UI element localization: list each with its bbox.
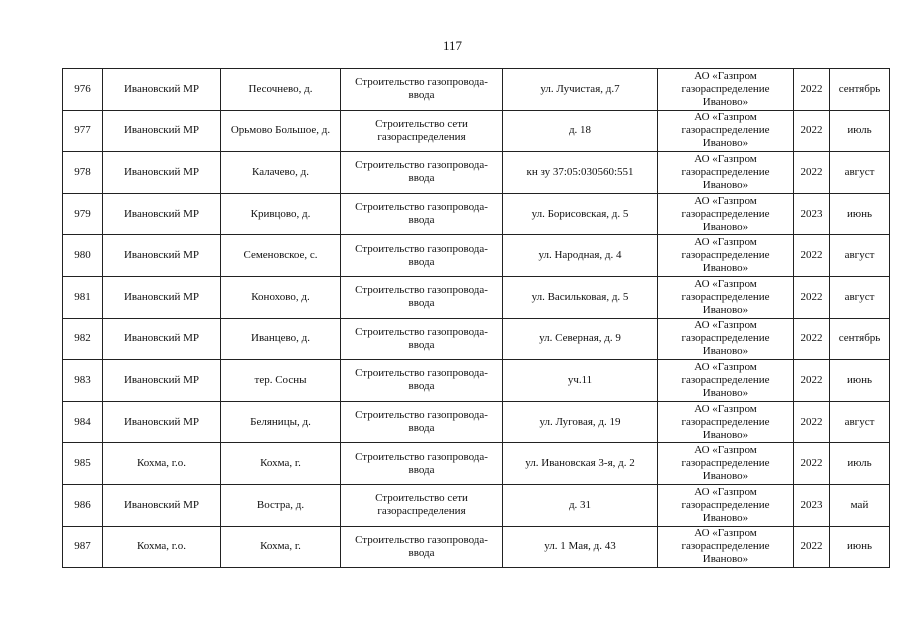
work-type-cell: Строительство газопровода-ввода bbox=[341, 193, 503, 235]
address-cell: ул. Северная, д. 9 bbox=[503, 318, 658, 360]
month-cell: август bbox=[830, 235, 890, 277]
work-type-cell: Строительство сети газораспределения bbox=[341, 484, 503, 526]
year-cell: 2022 bbox=[794, 443, 830, 485]
month-cell: август bbox=[830, 401, 890, 443]
organization-cell: АО «Газпром газораспределение Иваново» bbox=[658, 484, 794, 526]
work-type-cell: Строительство газопровода-ввода bbox=[341, 526, 503, 568]
table-row bbox=[63, 235, 890, 277]
month-cell: август bbox=[830, 276, 890, 318]
district-cell: Кохма, г.о. bbox=[103, 526, 221, 568]
locality-cell: Орьмово Большое, д. bbox=[221, 110, 341, 152]
row-number: 982 bbox=[63, 318, 103, 360]
month-cell: сентябрь bbox=[830, 69, 890, 111]
district-cell: Ивановский МР bbox=[103, 69, 221, 111]
table-row bbox=[63, 360, 890, 402]
district-cell: Кохма, г.о. bbox=[103, 443, 221, 485]
address-cell: ул. Народная, д. 4 bbox=[503, 235, 658, 277]
table-row bbox=[63, 526, 890, 568]
organization-cell: АО «Газпром газораспределение Иваново» bbox=[658, 152, 794, 194]
table-row bbox=[63, 193, 890, 235]
table-row bbox=[63, 484, 890, 526]
row-number: 985 bbox=[63, 443, 103, 485]
district-cell: Ивановский МР bbox=[103, 484, 221, 526]
organization-cell: АО «Газпром газораспределение Иваново» bbox=[658, 235, 794, 277]
address-cell: ул. Луговая, д. 19 bbox=[503, 401, 658, 443]
month-cell: август bbox=[830, 152, 890, 194]
organization-cell: АО «Газпром газораспределение Иваново» bbox=[658, 193, 794, 235]
month-cell: июнь bbox=[830, 360, 890, 402]
month-cell: июнь bbox=[830, 193, 890, 235]
row-number: 986 bbox=[63, 484, 103, 526]
table-row bbox=[63, 276, 890, 318]
year-cell: 2022 bbox=[794, 110, 830, 152]
table-row bbox=[63, 69, 890, 111]
organization-cell: АО «Газпром газораспределение Иваново» bbox=[658, 69, 794, 111]
row-number: 977 bbox=[63, 110, 103, 152]
organization-cell: АО «Газпром газораспределение Иваново» bbox=[658, 318, 794, 360]
page-number: 117 bbox=[442, 38, 463, 53]
row-number: 983 bbox=[63, 360, 103, 402]
work-type-cell: Строительство газопровода-ввода bbox=[341, 318, 503, 360]
work-type-cell: Строительство газопровода-ввода bbox=[341, 152, 503, 194]
district-cell: Ивановский МР bbox=[103, 276, 221, 318]
address-cell: ул. Ивановская 3-я, д. 2 bbox=[503, 443, 658, 485]
address-cell: уч.11 bbox=[503, 360, 658, 402]
month-cell: июль bbox=[830, 443, 890, 485]
address-cell: ул. Борисовская, д. 5 bbox=[503, 193, 658, 235]
row-number: 980 bbox=[63, 235, 103, 277]
month-cell: июль bbox=[830, 110, 890, 152]
address-cell: ул. Васильковая, д. 5 bbox=[503, 276, 658, 318]
locality-cell: Калачево, д. bbox=[221, 152, 341, 194]
row-number: 984 bbox=[63, 401, 103, 443]
work-type-cell: Строительство газопровода-ввода bbox=[341, 235, 503, 277]
month-cell: июнь bbox=[830, 526, 890, 568]
work-type-cell: Строительство газопровода-ввода bbox=[341, 360, 503, 402]
district-cell: Ивановский МР bbox=[103, 360, 221, 402]
organization-cell: АО «Газпром газораспределение Иваново» bbox=[658, 526, 794, 568]
table-row bbox=[63, 110, 890, 152]
organization-cell: АО «Газпром газораспределение Иваново» bbox=[658, 443, 794, 485]
district-cell: Ивановский МР bbox=[103, 235, 221, 277]
year-cell: 2022 bbox=[794, 276, 830, 318]
work-type-cell: Строительство газопровода-ввода bbox=[341, 443, 503, 485]
locality-cell: Песочнево, д. bbox=[221, 69, 341, 111]
table-row bbox=[63, 318, 890, 360]
row-number: 987 bbox=[63, 526, 103, 568]
locality-cell: Востра, д. bbox=[221, 484, 341, 526]
address-cell: ул. 1 Мая, д. 43 bbox=[503, 526, 658, 568]
locality-cell: Конохово, д. bbox=[221, 276, 341, 318]
organization-cell: АО «Газпром газораспределение Иваново» bbox=[658, 276, 794, 318]
district-cell: Ивановский МР bbox=[103, 318, 221, 360]
year-cell: 2022 bbox=[794, 69, 830, 111]
locality-cell: тер. Сосны bbox=[221, 360, 341, 402]
organization-cell: АО «Газпром газораспределение Иваново» bbox=[658, 360, 794, 402]
address-cell: д. 31 bbox=[503, 484, 658, 526]
row-number: 981 bbox=[63, 276, 103, 318]
year-cell: 2023 bbox=[794, 484, 830, 526]
year-cell: 2022 bbox=[794, 401, 830, 443]
locality-cell: Иванцево, д. bbox=[221, 318, 341, 360]
work-type-cell: Строительство сети газораспределения bbox=[341, 110, 503, 152]
year-cell: 2022 bbox=[794, 318, 830, 360]
organization-cell: АО «Газпром газораспределение Иваново» bbox=[658, 110, 794, 152]
year-cell: 2022 bbox=[794, 360, 830, 402]
month-cell: май bbox=[830, 484, 890, 526]
row-number: 976 bbox=[63, 69, 103, 111]
table-row bbox=[63, 152, 890, 194]
address-cell: кн зу 37:05:030560:551 bbox=[503, 152, 658, 194]
district-cell: Ивановский МР bbox=[103, 110, 221, 152]
locality-cell: Беляницы, д. bbox=[221, 401, 341, 443]
year-cell: 2023 bbox=[794, 193, 830, 235]
work-type-cell: Строительство газопровода-ввода bbox=[341, 401, 503, 443]
year-cell: 2022 bbox=[794, 235, 830, 277]
work-type-cell: Строительство газопровода-ввода bbox=[341, 69, 503, 111]
district-cell: Ивановский МР bbox=[103, 401, 221, 443]
address-cell: ул. Лучистая, д.7 bbox=[503, 69, 658, 111]
locality-cell: Кохма, г. bbox=[221, 526, 341, 568]
table-row bbox=[63, 443, 890, 485]
work-type-cell: Строительство газопровода-ввода bbox=[341, 276, 503, 318]
district-cell: Ивановский МР bbox=[103, 193, 221, 235]
table-body bbox=[63, 69, 890, 568]
gasification-table bbox=[62, 68, 890, 568]
organization-cell: АО «Газпром газораспределение Иваново» bbox=[658, 401, 794, 443]
locality-cell: Кохма, г. bbox=[221, 443, 341, 485]
row-number: 978 bbox=[63, 152, 103, 194]
district-cell: Ивановский МР bbox=[103, 152, 221, 194]
locality-cell: Семеновское, с. bbox=[221, 235, 341, 277]
row-number: 979 bbox=[63, 193, 103, 235]
table-row bbox=[63, 401, 890, 443]
locality-cell: Кривцово, д. bbox=[221, 193, 341, 235]
year-cell: 2022 bbox=[794, 152, 830, 194]
address-cell: д. 18 bbox=[503, 110, 658, 152]
month-cell: сентябрь bbox=[830, 318, 890, 360]
year-cell: 2022 bbox=[794, 526, 830, 568]
